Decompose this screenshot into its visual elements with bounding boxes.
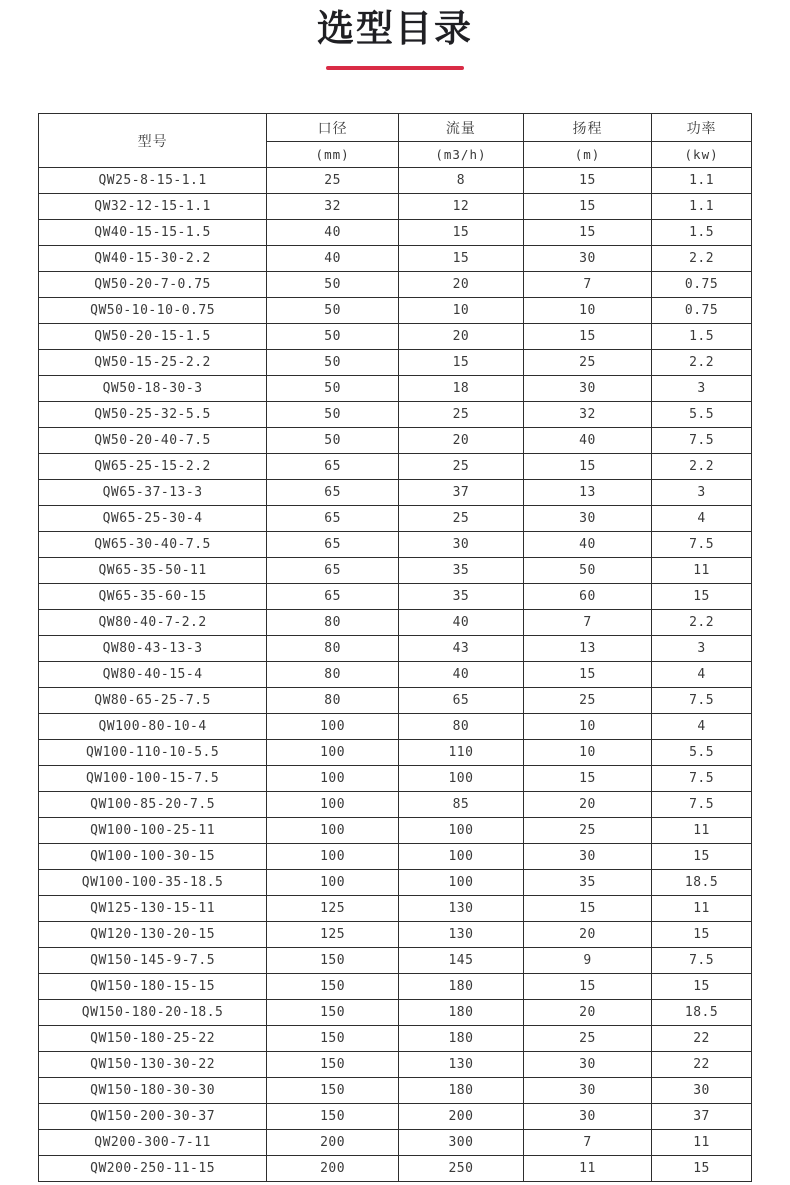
table-row xyxy=(39,506,752,532)
cell-flow: 65 xyxy=(399,688,524,714)
cell-model: QW80-43-13-3 xyxy=(39,636,267,662)
cell-flow: 180 xyxy=(399,1000,524,1026)
cell-power: 3 xyxy=(652,376,752,402)
table-row xyxy=(39,1156,752,1182)
cell-power: 18.5 xyxy=(652,870,752,896)
table-row xyxy=(39,324,752,350)
table-row xyxy=(39,662,752,688)
cell-diameter: 50 xyxy=(267,324,399,350)
table-row xyxy=(39,740,752,766)
cell-power: 0.75 xyxy=(652,272,752,298)
cell-flow: 43 xyxy=(399,636,524,662)
cell-head: 35 xyxy=(523,870,651,896)
cell-flow: 15 xyxy=(399,246,524,272)
cell-diameter: 125 xyxy=(267,922,399,948)
table-row xyxy=(39,792,752,818)
cell-flow: 25 xyxy=(399,402,524,428)
page-title: 选型目录 xyxy=(317,8,473,49)
cell-model: QW25-8-15-1.1 xyxy=(39,168,267,194)
cell-flow: 110 xyxy=(399,740,524,766)
cell-power: 0.75 xyxy=(652,298,752,324)
cell-model: QW50-20-40-7.5 xyxy=(39,428,267,454)
cell-diameter: 65 xyxy=(267,584,399,610)
cell-head: 40 xyxy=(523,428,651,454)
cell-model: QW100-110-10-5.5 xyxy=(39,740,267,766)
cell-model: QW65-35-50-11 xyxy=(39,558,267,584)
cell-diameter: 200 xyxy=(267,1130,399,1156)
cell-power: 2.2 xyxy=(652,246,752,272)
table-row xyxy=(39,194,752,220)
cell-diameter: 150 xyxy=(267,1000,399,1026)
cell-head: 10 xyxy=(523,740,651,766)
cell-power: 30 xyxy=(652,1078,752,1104)
col-header-flow: 流量 xyxy=(399,114,524,142)
cell-diameter: 40 xyxy=(267,220,399,246)
cell-power: 1.5 xyxy=(652,324,752,350)
col-unit-power: (kw) xyxy=(652,142,752,168)
cell-head: 15 xyxy=(523,194,651,220)
table-row xyxy=(39,1078,752,1104)
cell-power: 5.5 xyxy=(652,740,752,766)
cell-diameter: 100 xyxy=(267,740,399,766)
cell-diameter: 80 xyxy=(267,662,399,688)
cell-diameter: 100 xyxy=(267,714,399,740)
cell-head: 7 xyxy=(523,272,651,298)
table-row xyxy=(39,272,752,298)
cell-diameter: 150 xyxy=(267,1052,399,1078)
cell-flow: 18 xyxy=(399,376,524,402)
cell-power: 1.1 xyxy=(652,194,752,220)
cell-power: 37 xyxy=(652,1104,752,1130)
cell-power: 15 xyxy=(652,974,752,1000)
cell-power: 1.5 xyxy=(652,220,752,246)
cell-model: QW100-80-10-4 xyxy=(39,714,267,740)
cell-flow: 130 xyxy=(399,922,524,948)
cell-model: QW32-12-15-1.1 xyxy=(39,194,267,220)
cell-model: QW150-180-30-30 xyxy=(39,1078,267,1104)
cell-diameter: 80 xyxy=(267,688,399,714)
cell-flow: 200 xyxy=(399,1104,524,1130)
table-row xyxy=(39,610,752,636)
cell-flow: 180 xyxy=(399,974,524,1000)
cell-head: 9 xyxy=(523,948,651,974)
cell-flow: 30 xyxy=(399,532,524,558)
table-row xyxy=(39,584,752,610)
cell-head: 15 xyxy=(523,220,651,246)
cell-model: QW50-10-10-0.75 xyxy=(39,298,267,324)
table-row xyxy=(39,766,752,792)
cell-power: 4 xyxy=(652,714,752,740)
table-row xyxy=(39,428,752,454)
table-row xyxy=(39,376,752,402)
table-header xyxy=(39,114,752,168)
cell-flow: 20 xyxy=(399,272,524,298)
cell-diameter: 150 xyxy=(267,1078,399,1104)
cell-power: 22 xyxy=(652,1026,752,1052)
table-row xyxy=(39,636,752,662)
cell-flow: 100 xyxy=(399,870,524,896)
cell-flow: 300 xyxy=(399,1130,524,1156)
cell-diameter: 100 xyxy=(267,766,399,792)
cell-head: 30 xyxy=(523,1104,651,1130)
cell-flow: 37 xyxy=(399,480,524,506)
cell-power: 15 xyxy=(652,1156,752,1182)
cell-diameter: 100 xyxy=(267,844,399,870)
table-row xyxy=(39,350,752,376)
col-header-diameter: 口径 xyxy=(267,114,399,142)
cell-flow: 130 xyxy=(399,896,524,922)
cell-model: QW80-40-7-2.2 xyxy=(39,610,267,636)
cell-diameter: 50 xyxy=(267,376,399,402)
col-unit-diameter: (mm) xyxy=(267,142,399,168)
table-row xyxy=(39,402,752,428)
cell-model: QW40-15-30-2.2 xyxy=(39,246,267,272)
cell-power: 15 xyxy=(652,584,752,610)
cell-head: 30 xyxy=(523,506,651,532)
table-row xyxy=(39,168,752,194)
cell-model: QW50-20-15-1.5 xyxy=(39,324,267,350)
cell-head: 15 xyxy=(523,454,651,480)
cell-flow: 100 xyxy=(399,766,524,792)
cell-head: 30 xyxy=(523,844,651,870)
cell-model: QW65-30-40-7.5 xyxy=(39,532,267,558)
cell-head: 60 xyxy=(523,584,651,610)
cell-model: QW125-130-15-11 xyxy=(39,896,267,922)
cell-head: 25 xyxy=(523,818,651,844)
cell-diameter: 100 xyxy=(267,818,399,844)
cell-model: QW40-15-15-1.5 xyxy=(39,220,267,246)
cell-flow: 25 xyxy=(399,454,524,480)
cell-power: 7.5 xyxy=(652,532,752,558)
cell-head: 40 xyxy=(523,532,651,558)
cell-head: 15 xyxy=(523,324,651,350)
cell-flow: 180 xyxy=(399,1078,524,1104)
col-header-head: 扬程 xyxy=(523,114,651,142)
table-row xyxy=(39,480,752,506)
cell-head: 20 xyxy=(523,1000,651,1026)
cell-head: 30 xyxy=(523,1078,651,1104)
cell-diameter: 100 xyxy=(267,792,399,818)
cell-head: 30 xyxy=(523,376,651,402)
col-unit-head: (m) xyxy=(523,142,651,168)
cell-diameter: 150 xyxy=(267,1026,399,1052)
cell-power: 3 xyxy=(652,636,752,662)
cell-flow: 20 xyxy=(399,324,524,350)
cell-power: 11 xyxy=(652,558,752,584)
cell-head: 25 xyxy=(523,350,651,376)
cell-flow: 12 xyxy=(399,194,524,220)
cell-model: QW150-180-20-18.5 xyxy=(39,1000,267,1026)
cell-model: QW150-200-30-37 xyxy=(39,1104,267,1130)
cell-diameter: 80 xyxy=(267,636,399,662)
table-row xyxy=(39,948,752,974)
col-header-power: 功率 xyxy=(652,114,752,142)
cell-power: 4 xyxy=(652,662,752,688)
cell-diameter: 150 xyxy=(267,948,399,974)
cell-head: 7 xyxy=(523,1130,651,1156)
cell-flow: 145 xyxy=(399,948,524,974)
cell-head: 10 xyxy=(523,298,651,324)
cell-head: 7 xyxy=(523,610,651,636)
cell-diameter: 50 xyxy=(267,272,399,298)
cell-model: QW100-100-30-15 xyxy=(39,844,267,870)
cell-diameter: 65 xyxy=(267,532,399,558)
cell-head: 15 xyxy=(523,896,651,922)
cell-diameter: 50 xyxy=(267,402,399,428)
cell-model: QW100-100-15-7.5 xyxy=(39,766,267,792)
cell-diameter: 50 xyxy=(267,298,399,324)
cell-diameter: 200 xyxy=(267,1156,399,1182)
cell-flow: 250 xyxy=(399,1156,524,1182)
cell-power: 1.1 xyxy=(652,168,752,194)
cell-flow: 100 xyxy=(399,844,524,870)
cell-head: 20 xyxy=(523,792,651,818)
cell-diameter: 25 xyxy=(267,168,399,194)
cell-diameter: 32 xyxy=(267,194,399,220)
cell-power: 2.2 xyxy=(652,610,752,636)
cell-model: QW150-180-15-15 xyxy=(39,974,267,1000)
table-row xyxy=(39,844,752,870)
cell-flow: 20 xyxy=(399,428,524,454)
table-row xyxy=(39,298,752,324)
cell-flow: 40 xyxy=(399,662,524,688)
table-row xyxy=(39,896,752,922)
cell-power: 11 xyxy=(652,896,752,922)
cell-model: QW50-18-30-3 xyxy=(39,376,267,402)
table-row xyxy=(39,246,752,272)
cell-head: 25 xyxy=(523,688,651,714)
table-row xyxy=(39,714,752,740)
cell-diameter: 65 xyxy=(267,558,399,584)
cell-head: 30 xyxy=(523,1052,651,1078)
cell-diameter: 65 xyxy=(267,506,399,532)
cell-power: 7.5 xyxy=(652,948,752,974)
cell-model: QW100-100-35-18.5 xyxy=(39,870,267,896)
pump-selection-table xyxy=(38,113,752,1182)
cell-head: 15 xyxy=(523,168,651,194)
table-row xyxy=(39,1052,752,1078)
cell-power: 2.2 xyxy=(652,454,752,480)
cell-flow: 40 xyxy=(399,610,524,636)
cell-diameter: 65 xyxy=(267,454,399,480)
cell-head: 32 xyxy=(523,402,651,428)
table-row xyxy=(39,1130,752,1156)
table-row xyxy=(39,870,752,896)
table-row xyxy=(39,1000,752,1026)
cell-diameter: 50 xyxy=(267,350,399,376)
cell-head: 15 xyxy=(523,766,651,792)
cell-flow: 35 xyxy=(399,584,524,610)
cell-flow: 35 xyxy=(399,558,524,584)
cell-flow: 15 xyxy=(399,350,524,376)
cell-power: 15 xyxy=(652,922,752,948)
cell-flow: 80 xyxy=(399,714,524,740)
cell-head: 13 xyxy=(523,480,651,506)
cell-diameter: 50 xyxy=(267,428,399,454)
cell-power: 3 xyxy=(652,480,752,506)
table-row xyxy=(39,688,752,714)
cell-head: 20 xyxy=(523,922,651,948)
cell-model: QW50-25-32-5.5 xyxy=(39,402,267,428)
cell-model: QW50-15-25-2.2 xyxy=(39,350,267,376)
cell-model: QW100-85-20-7.5 xyxy=(39,792,267,818)
col-header-model: 型号 xyxy=(39,114,267,168)
cell-flow: 25 xyxy=(399,506,524,532)
cell-model: QW65-25-30-4 xyxy=(39,506,267,532)
table-row xyxy=(39,558,752,584)
cell-diameter: 80 xyxy=(267,610,399,636)
cell-head: 50 xyxy=(523,558,651,584)
cell-power: 22 xyxy=(652,1052,752,1078)
cell-power: 4 xyxy=(652,506,752,532)
cell-head: 13 xyxy=(523,636,651,662)
cell-flow: 10 xyxy=(399,298,524,324)
cell-power: 7.5 xyxy=(652,792,752,818)
cell-model: QW150-145-9-7.5 xyxy=(39,948,267,974)
cell-head: 15 xyxy=(523,974,651,1000)
cell-flow: 180 xyxy=(399,1026,524,1052)
cell-model: QW200-250-11-15 xyxy=(39,1156,267,1182)
cell-power: 18.5 xyxy=(652,1000,752,1026)
cell-power: 5.5 xyxy=(652,402,752,428)
cell-power: 7.5 xyxy=(652,688,752,714)
table-row xyxy=(39,532,752,558)
cell-model: QW200-300-7-11 xyxy=(39,1130,267,1156)
cell-head: 30 xyxy=(523,246,651,272)
cell-model: QW65-35-60-15 xyxy=(39,584,267,610)
cell-head: 10 xyxy=(523,714,651,740)
cell-diameter: 125 xyxy=(267,896,399,922)
cell-diameter: 150 xyxy=(267,974,399,1000)
cell-diameter: 65 xyxy=(267,480,399,506)
cell-model: QW100-100-25-11 xyxy=(39,818,267,844)
cell-diameter: 40 xyxy=(267,246,399,272)
cell-flow: 100 xyxy=(399,818,524,844)
cell-power: 2.2 xyxy=(652,350,752,376)
cell-power: 11 xyxy=(652,1130,752,1156)
table-row xyxy=(39,818,752,844)
cell-diameter: 150 xyxy=(267,1104,399,1130)
cell-flow: 85 xyxy=(399,792,524,818)
table-body xyxy=(39,168,752,1182)
cell-model: QW150-130-30-22 xyxy=(39,1052,267,1078)
cell-flow: 8 xyxy=(399,168,524,194)
cell-model: QW120-130-20-15 xyxy=(39,922,267,948)
table-row xyxy=(39,220,752,246)
cell-power: 11 xyxy=(652,818,752,844)
table-row xyxy=(39,1104,752,1130)
cell-head: 11 xyxy=(523,1156,651,1182)
table-row xyxy=(39,1026,752,1052)
cell-model: QW80-65-25-7.5 xyxy=(39,688,267,714)
cell-head: 15 xyxy=(523,662,651,688)
cell-head: 25 xyxy=(523,1026,651,1052)
cell-model: QW150-180-25-22 xyxy=(39,1026,267,1052)
cell-flow: 15 xyxy=(399,220,524,246)
cell-flow: 130 xyxy=(399,1052,524,1078)
table-row xyxy=(39,974,752,1000)
cell-diameter: 100 xyxy=(267,870,399,896)
cell-model: QW80-40-15-4 xyxy=(39,662,267,688)
cell-power: 7.5 xyxy=(652,766,752,792)
table-row xyxy=(39,454,752,480)
cell-model: QW50-20-7-0.75 xyxy=(39,272,267,298)
cell-power: 7.5 xyxy=(652,428,752,454)
table-row xyxy=(39,922,752,948)
col-unit-flow: (m3/h) xyxy=(399,142,524,168)
title-underline xyxy=(326,66,464,70)
cell-model: QW65-25-15-2.2 xyxy=(39,454,267,480)
cell-power: 15 xyxy=(652,844,752,870)
cell-model: QW65-37-13-3 xyxy=(39,480,267,506)
header-row-labels xyxy=(39,114,752,142)
